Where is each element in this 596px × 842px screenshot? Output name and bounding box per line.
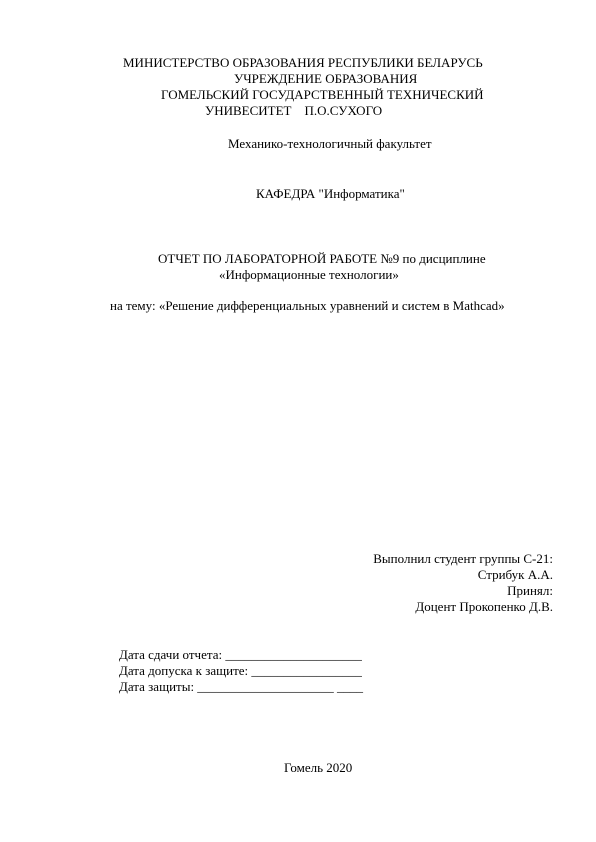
department-name: КАФЕДРА "Информатика" [256,186,405,201]
ministry-heading: МИНИСТЕРСТВО ОБРАЗОВАНИЯ РЕСПУБЛИКИ БЕЛАРУСЬ [123,55,483,70]
university-heading-line2: УНИВЕСИТЕТ П.О.СУХОГО [205,103,383,118]
institution-heading: УЧРЕЖДЕНИЕ ОБРАЗОВАНИЯ [234,71,418,86]
admission-date-line: Дата допуска к защите: _________________ [119,663,362,678]
performed-by-label: Выполнил студент группы С-21: [373,551,553,566]
university-heading-line1: ГОМЕЛЬСКИЙ ГОСУДАРСТВЕННЫЙ ТЕХНИЧЕСКИЙ [161,87,484,102]
student-name: Стрибук А.А. [477,567,553,582]
accepted-by-label: Принял: [507,583,553,598]
defense-date-line: Дата защиты: _____________________ ____ [119,679,364,694]
city-year: Гомель 2020 [284,760,353,775]
report-topic: на тему: «Решение дифференциальных уравнений и систем в Mathcad» [110,298,505,313]
report-title-line2: «Информационные технологии» [219,267,399,282]
submission-date-line: Дата сдачи отчета: _____________________ [119,647,362,662]
report-title-line1: ОТЧЕТ ПО ЛАБОРАТОРНОЙ РАБОТЕ №9 по дисциплине [158,251,486,266]
faculty-name: Механико-технологичный факультет [228,136,432,151]
teacher-name: Доцент Прокопенко Д.В. [415,599,553,614]
